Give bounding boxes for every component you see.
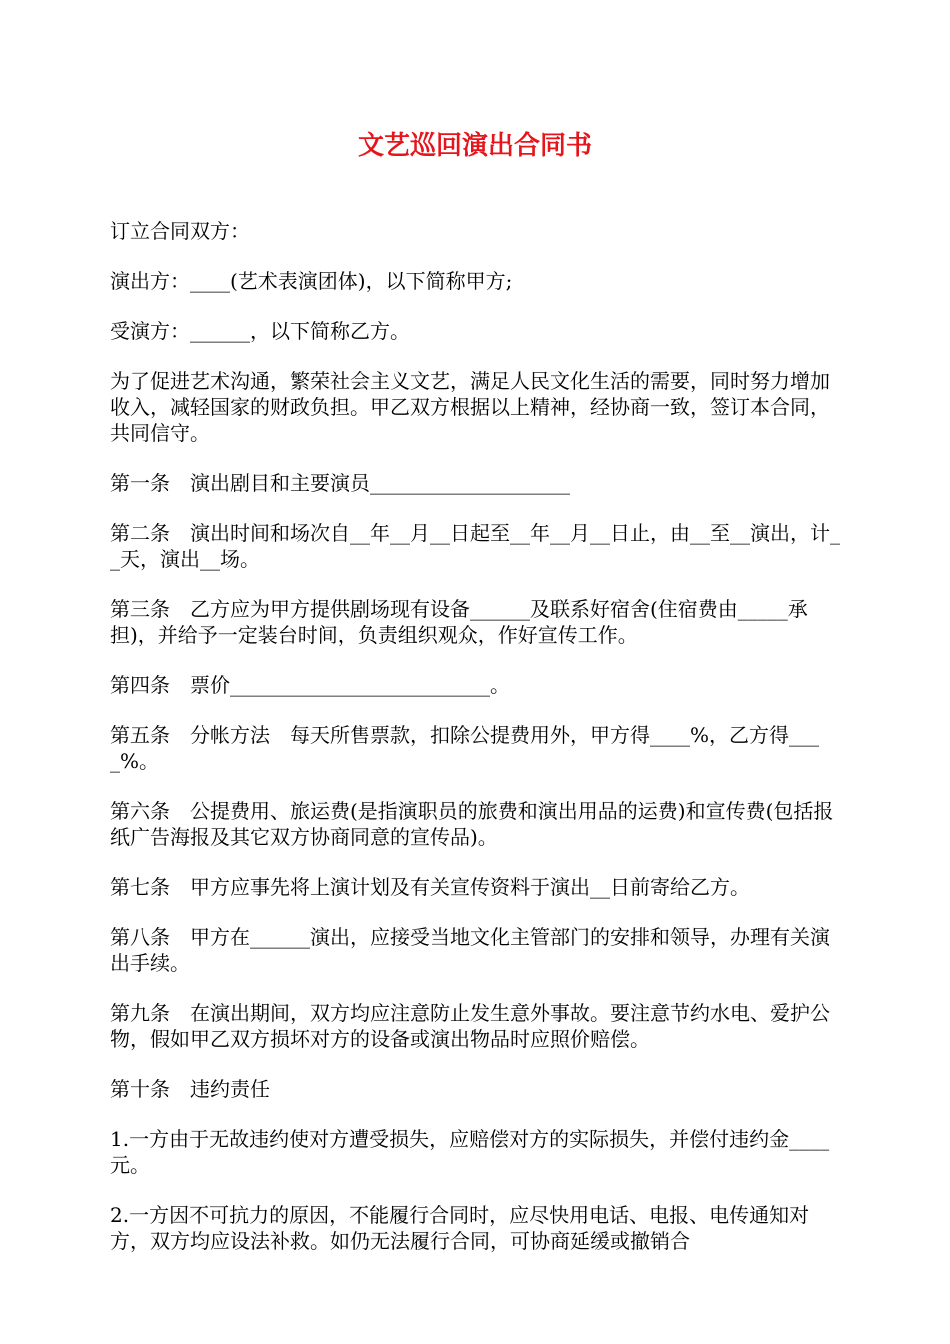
clause-7: 第七条 甲方应事先将上演计划及有关宣传资料于演出__日前寄给乙方。 (110, 875, 750, 899)
paragraph-preamble: 为了促进艺术沟通，繁荣社会主义文艺，满足人民文化生活的需要，同时努力增加收入，减轻国家的财政负担。甲乙双方根据以上精神，经协商一致，签订本合同，共同信守。 (110, 369, 830, 445)
clause-10-item-2: 2.一方因不可抗力的原因，不能履行合同时，应尽快用电话、电报、电传通知对方，双方均应设法补救。如仍无法履行合同，可协商延缓或撤销合 (110, 1203, 810, 1253)
clause-10: 第十条 违约责任 (110, 1077, 270, 1101)
clause-6: 第六条 公提费用、旅运费(是指演职员的旅费和演出用品的运费)和宣传费(包括报纸广告海报及其它双方协商同意的宣传品)。 (110, 799, 834, 849)
paragraph-parties-intro: 订立合同双方： (110, 219, 250, 243)
clause-10-item-1: 1.一方由于无故违约使对方遭受损失，应赔偿对方的实际损失，并偿付违约金____元。 (110, 1127, 830, 1177)
clause-1: 第一条 演出剧目和主要演员____________________ (110, 471, 570, 495)
paragraph-party-a: 演出方：____(艺术表演团体)，以下简称甲方; (110, 269, 513, 293)
clause-9: 第九条 在演出期间，双方均应注意防止发生意外事故。要注意节约水电、爱护公物，假如甲乙双方损坏对方的设备或演出物品时应照价赔偿。 (110, 1001, 830, 1051)
clause-3: 第三条 乙方应为甲方提供剧场现有设备______及联系好宿舍(住宿费由_____承担)，并给予一定装台时间，负责组织观众，作好宣传工作。 (110, 597, 808, 647)
clause-5: 第五条 分帐方法 每天所售票款，扣除公提费用外，甲方得____%，乙方得____%。 (110, 723, 820, 773)
document-title: 文艺巡回演出合同书 (357, 131, 592, 161)
paragraph-party-b: 受演方：______，以下简称乙方。 (110, 319, 410, 343)
clause-8: 第八条 甲方在______演出，应接受当地文化主管部门的安排和领导，办理有关演出手续。 (110, 925, 830, 975)
document-body (110, 218, 845, 1278)
clause-4: 第四条 票价__________________________。 (110, 673, 510, 697)
clause-2: 第二条 演出时间和场次自__年__月__日起至__年__月__日止，由__至__演出，计__天，演出__场。 (110, 521, 840, 571)
